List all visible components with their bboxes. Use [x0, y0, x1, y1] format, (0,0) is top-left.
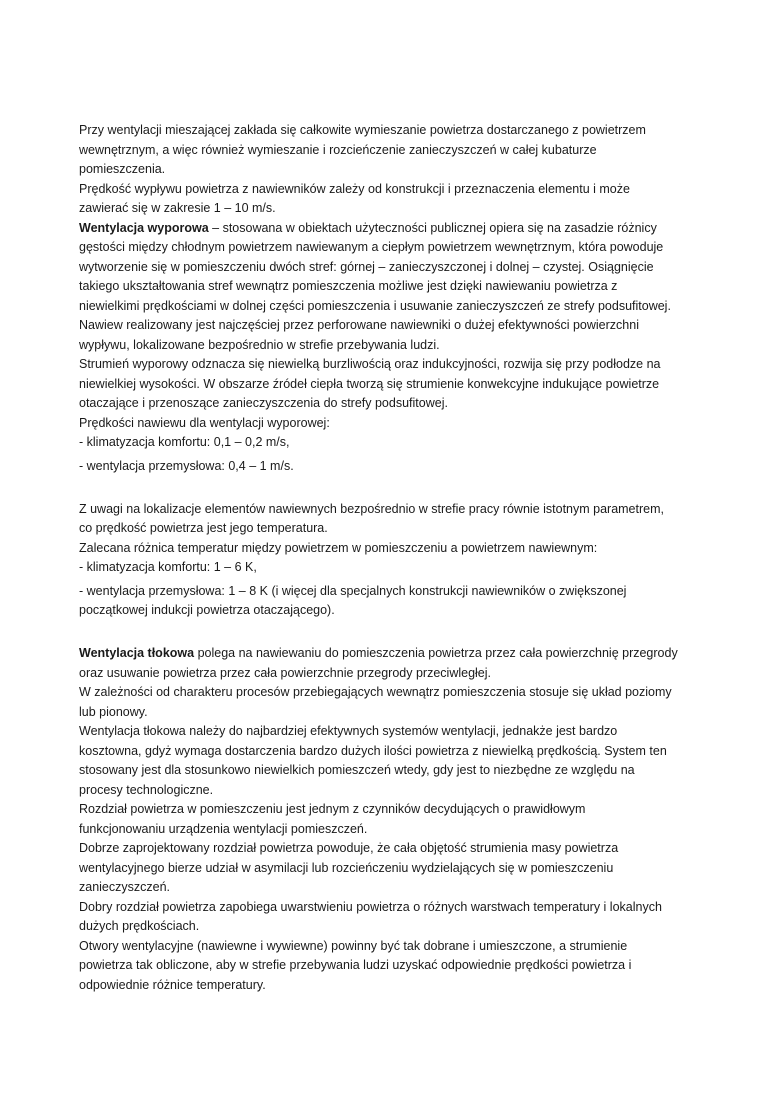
text-line: procesy technologiczne. — [79, 782, 214, 797]
text-line: wentylacyjnego bierze udział w asymilacji lub rozcieńczeniu wydzielających się w pomieszczeniu — [79, 860, 614, 875]
document-page — [79, 121, 694, 995]
text-line: kosztowna, gdyż wymaga dostarczenia bardzo dużych ilości powietrza z niewielką prędkością. System ten — [79, 743, 667, 758]
text-line — [79, 644, 694, 664]
text-line: niewielkiej wysokości. W obszarze źródeł ciepła tworzą się strumienie konwekcyjne indukujące powietrze — [79, 376, 660, 391]
paragraph-temperature — [79, 500, 694, 621]
text-line: otaczające i przenoszące zanieczyszczenia do strefy podsufitowej. — [79, 396, 448, 410]
list-item: - klimatyzacja komfortu: 1 – 6 K, — [79, 560, 257, 574]
text-line: wypływu, lokalizowane bezpośrednio w strefie przebywania ludzi. — [79, 337, 440, 352]
text-line: wytworzenie się w pomieszczeniu dwóch stref: górnej – zanieczyszczonej i dolnej – czystej. Osiągnięcie — [79, 259, 654, 274]
text-line: Prędkości nawiewu dla wentylacji wyporowej: — [79, 415, 330, 430]
text-line: W zależności od charakteru procesów przebiegających wewnątrz pomieszczenia stosuje się układ poziomy — [79, 685, 672, 699]
text-line: funkcjonowaniu urządzenia wentylacji pomieszczeń. — [79, 821, 368, 836]
term-wentylacja-tlokowa: Wentylacja tłokowa — [79, 646, 195, 660]
list-item: - wentylacja przemysłowa: 0,4 – 1 m/s. — [79, 458, 294, 473]
text-line: stosowany jest dla stosunkowo niewielkich pomieszczeń wtedy, gdy jest to niezbędne ze względu na — [79, 763, 635, 777]
text-line: Prędkość wypływu powietrza z nawiewników zależy od konstrukcji i przeznaczenia elementu i może — [79, 181, 630, 196]
text-line: Nawiew realizowany jest najczęściej przez perforowane nawiewniki o dużej efektywności powierzchni — [79, 318, 639, 332]
text-line: Strumień wyporowy odznacza się niewielką burzliwością oraz indukcyjności, rozwija się przy podłodze na — [79, 357, 661, 371]
paragraph-mixing-ventilation — [79, 121, 694, 180]
text-line: zawierać się w zakresie 1 – 10 m/s. — [79, 201, 276, 215]
text-line: powietrza tak obliczone, aby w strefie przebywania ludzi uzyskać odpowiednie prędkości powietrza i — [79, 958, 632, 972]
text-line: Z uwagi na lokalizacje elementów nawiewnych bezpośrednio w strefie pracy równie istotnym parametrem, — [79, 501, 664, 516]
text-line: Dobry rozdział powietrza zapobiega uwarstwieniu powietrza o różnych warstwach temperatury i lokalnych — [79, 899, 662, 914]
term-wentylacja-wyporowa: Wentylacja wyporowa — [79, 220, 209, 235]
text-line — [79, 219, 694, 239]
paragraph-piston-ventilation — [79, 644, 694, 995]
text-line: gęstości między chłodnym powietrzem nawiewanym a ciepłym powietrzem wewnętrznym, która powoduje — [79, 240, 664, 254]
text-fragment: – stosowana w obiektach użyteczności publicznej opiera się na zasadzie różnicy — [208, 220, 657, 235]
text-line: pomieszczenia. — [79, 162, 166, 176]
paragraph-displacement-ventilation — [79, 219, 694, 477]
paragraph-outflow-speed — [79, 180, 694, 219]
text-line: Dobrze zaprojektowany rozdział powietrza powoduje, że cała objętość strumienia masy powietrza — [79, 841, 619, 855]
text-line: Wentylacja tłokowa należy do najbardziej efektywnych systemów wentylacji, jednakże jest bardzo — [79, 724, 618, 738]
text-line: Zalecana różnica temperatur między powietrzem w pomieszczeniu a powietrzem nawiewnym: — [79, 540, 598, 555]
text-line: odpowiednie różnice temperatury. — [79, 977, 266, 992]
text-line: niewielkimi prędkościami w dolnej części pomieszczenia i usuwanie zanieczyszczeń ze strefy podsufitowej. — [79, 298, 671, 313]
text-line: lub pionowy. — [79, 704, 148, 719]
text-line: Otwory wentylacyjne (nawiewne i wywiewne) powinny być tak dobrane i umieszczone, a strumienie — [79, 938, 628, 953]
text-line: Przy wentylacji mieszającej zakłada się całkowite wymieszanie powietrza dostarczanego z powietrzem — [79, 123, 646, 137]
text-line: takiego ukształtowania stref wewnątrz pomieszczenia możliwe jest dzięki nawiewaniu powietrza z — [79, 279, 618, 293]
text-line: co prędkość powietrza jest jego temperatura. — [79, 521, 328, 535]
list-item: - wentylacja przemysłowa: 1 – 8 K (i więcej dla specjalnych konstrukcji nawiewników o zwiększonej — [79, 583, 627, 598]
text-line: wewnętrznym, a więc również wymieszanie i rozcieńczenie zanieczyszczeń w całej kubaturze — [79, 142, 597, 157]
text-line: Rozdział powietrza w pomieszczeniu jest jednym z czynników decydujących o prawidłowym — [79, 802, 586, 816]
text-fragment: polega na nawiewaniu do pomieszczenia powietrza przez cała powierzchnię przegrody — [194, 646, 678, 660]
text-line: zanieczyszczeń. — [79, 880, 171, 894]
text-line: oraz usuwanie powietrza przez cała powierzchnie przegrody przeciwległej. — [79, 665, 492, 680]
text-line: początkowej indukcji powietrza otaczającego). — [79, 603, 335, 617]
text-line: dużych prędkościach. — [79, 919, 200, 933]
list-item: - klimatyzacja komfortu: 0,1 – 0,2 m/s, — [79, 435, 290, 449]
